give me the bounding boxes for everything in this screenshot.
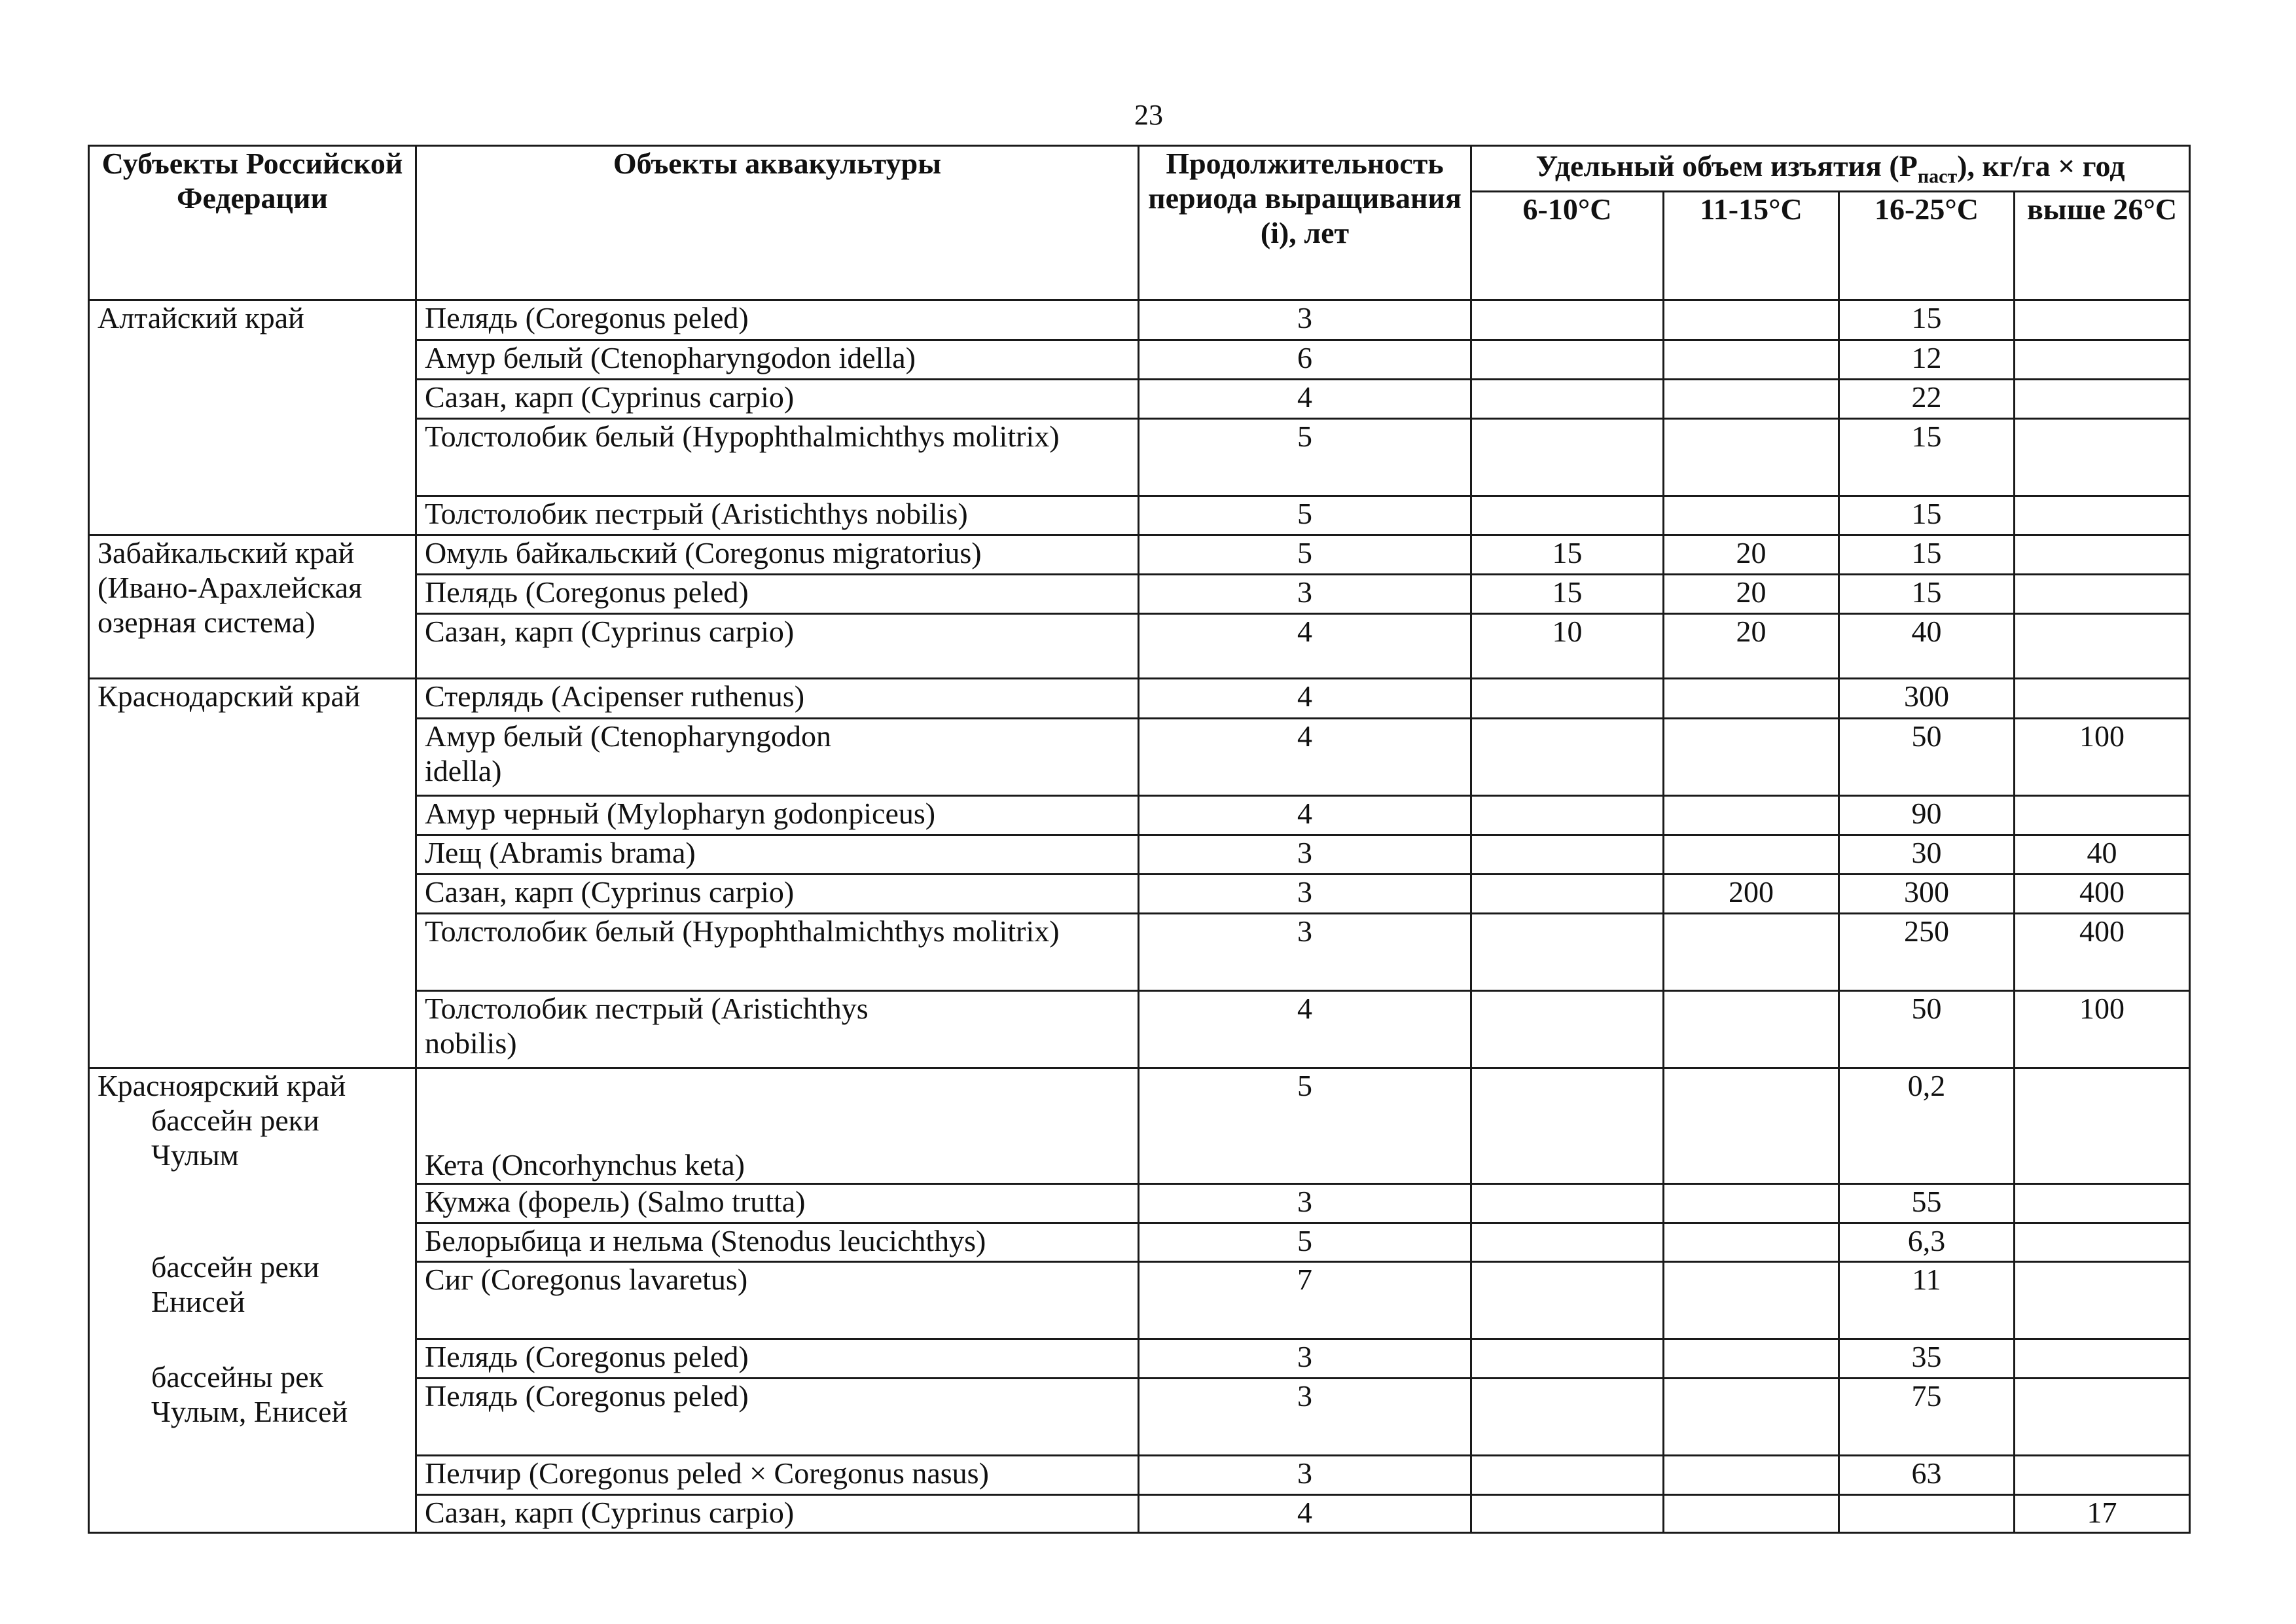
object-cell: Амур белый (Ctenopharyngodon idella): [416, 340, 1139, 380]
t3-cell: 50: [1839, 719, 2015, 796]
t4-cell: 17: [2015, 1495, 2190, 1533]
t4-cell: [2015, 1456, 2190, 1495]
t1-cell: [1471, 1456, 1664, 1495]
t1-cell: [1471, 719, 1664, 796]
basins-label: бассейны рек: [151, 1360, 324, 1394]
t2-cell: [1664, 1339, 1839, 1379]
region-zabaikalsky-line2: (Ивано-Арахлейская: [98, 570, 363, 604]
spacer: [98, 1173, 407, 1250]
object-text: Толстолобик пестрый (Aristichthys nobilis): [425, 992, 869, 1060]
t4-cell: [2015, 1339, 2190, 1379]
t4-cell: 400: [2015, 914, 2190, 991]
years-cell: 3: [1139, 835, 1471, 875]
header-subject: Субъекты Российской Федерации: [89, 146, 416, 300]
t4-cell: [2015, 380, 2190, 419]
object-cell: [416, 719, 1139, 796]
t1-cell: [1471, 380, 1664, 419]
years-cell: 4: [1139, 796, 1471, 835]
t3-cell: 300: [1839, 875, 2015, 914]
t2-cell: [1664, 835, 1839, 875]
t1-cell: [1471, 1495, 1664, 1533]
t1-cell: [1471, 835, 1664, 875]
t2-cell: 20: [1664, 575, 1839, 614]
t2-cell: [1664, 1184, 1839, 1223]
t1-cell: [1471, 340, 1664, 380]
years-cell: 5: [1139, 535, 1471, 575]
object-cell: Пелчир (Coregonus peled × Coregonus nasus): [416, 1456, 1139, 1495]
t3-cell: 35: [1839, 1339, 2015, 1379]
t3-cell: 6,3: [1839, 1223, 2015, 1262]
t1-cell: [1471, 1184, 1664, 1223]
object-cell: Белорыбица и нельма (Stenodus leucichthys): [416, 1223, 1139, 1262]
t2-cell: [1664, 1223, 1839, 1262]
t1-cell: [1471, 875, 1664, 914]
years-cell: 5: [1139, 1223, 1471, 1262]
years-cell: 3: [1139, 300, 1471, 340]
t2-cell: [1664, 991, 1839, 1068]
t4-cell: [2015, 340, 2190, 380]
region-krasnodar-name: Краснодарский край: [98, 679, 361, 713]
t2-cell: [1664, 1495, 1839, 1533]
t4-cell: [2015, 796, 2190, 835]
header-temp-11-15: 11-15°C: [1664, 192, 1839, 300]
t2-cell: [1664, 496, 1839, 535]
t1-cell: [1471, 1262, 1664, 1339]
t1-cell: [1471, 679, 1664, 719]
t2-cell: [1664, 419, 1839, 496]
years-cell: 4: [1139, 614, 1471, 679]
t1-cell: [1471, 991, 1664, 1068]
years-cell: 3: [1139, 1184, 1471, 1223]
object-cell: Амур черный (Mylopharyn godonpiceus): [416, 796, 1139, 835]
object-cell: Пелядь (Coregonus peled): [416, 1339, 1139, 1379]
years-cell: 3: [1139, 875, 1471, 914]
object-cell: Сазан, карп (Cyprinus carpio): [416, 1495, 1139, 1533]
years-cell: 5: [1139, 1068, 1471, 1184]
years-cell: 3: [1139, 1456, 1471, 1495]
page-number: 23: [1134, 99, 1163, 131]
t3-cell: 12: [1839, 340, 2015, 380]
object-cell: Толстолобик белый (Hypophthalmichthys molitrix): [416, 914, 1139, 991]
t1-cell: [1471, 419, 1664, 496]
object-cell: Толстолобик белый (Hypophthalmichthys molitrix): [416, 419, 1139, 496]
t4-cell: [2015, 496, 2190, 535]
t4-cell: 40: [2015, 835, 2190, 875]
t4-cell: 100: [2015, 719, 2190, 796]
header-volume-sub: паст: [1917, 165, 1958, 187]
t4-cell: [2015, 1262, 2190, 1339]
years-cell: 4: [1139, 991, 1471, 1068]
region-zabaikalsky-line1: Забайкальский край: [98, 536, 355, 569]
years-cell: 4: [1139, 1495, 1471, 1533]
object-text: Амур белый (Ctenopharyngodon idella): [425, 719, 831, 787]
object-cell: Омуль байкальский (Coregonus migratorius): [416, 535, 1139, 575]
basin-yenisei-label: бассейн реки: [151, 1250, 319, 1284]
t1-cell: [1471, 914, 1664, 991]
t4-cell: [2015, 614, 2190, 679]
object-cell: Пелядь (Coregonus peled): [416, 1379, 1139, 1456]
object-cell: Стерлядь (Acipenser ruthenus): [416, 679, 1139, 719]
header-temp-6-10: 6-10°C: [1471, 192, 1664, 300]
header-volume-prefix: Удельный объем изъятия (P: [1535, 149, 1918, 183]
t2-cell: [1664, 679, 1839, 719]
t3-cell: 0,2: [1839, 1068, 2015, 1184]
basin-yenisei-river: Енисей: [151, 1284, 245, 1318]
object-cell: Кета (Oncorhynchus keta): [416, 1068, 1139, 1184]
t3-cell: 55: [1839, 1184, 2015, 1223]
region-krasnoyarsk: [89, 1068, 416, 1533]
t3-cell: 15: [1839, 575, 2015, 614]
years-cell: 3: [1139, 1339, 1471, 1379]
t1-cell: [1471, 796, 1664, 835]
t3-cell: 75: [1839, 1379, 2015, 1456]
t2-cell: [1664, 380, 1839, 419]
t3-cell: 50: [1839, 991, 2015, 1068]
region-altai-name: Алтайский край: [98, 301, 304, 334]
t2-cell: [1664, 719, 1839, 796]
basins-rivers: Чулым, Енисей: [151, 1395, 348, 1429]
region-krasnoyarsk-name: Красноярский край: [98, 1069, 346, 1102]
t1-cell: [1471, 1379, 1664, 1456]
object-cell: Сиг (Coregonus lavaretus): [416, 1262, 1139, 1339]
t1-cell: [1471, 300, 1664, 340]
t3-cell: [1839, 1495, 2015, 1533]
header-volume: [1471, 146, 2190, 192]
t1-cell: [1471, 1223, 1664, 1262]
years-cell: 4: [1139, 719, 1471, 796]
header-duration: Продолжительность периода выращивания (i), лет: [1139, 146, 1471, 300]
object-cell: [416, 991, 1139, 1068]
object-cell: Сазан, карп (Cyprinus carpio): [416, 875, 1139, 914]
t4-cell: [2015, 1379, 2190, 1456]
t4-cell: [2015, 1223, 2190, 1262]
header-temp-above-26: выше 26°C: [2015, 192, 2190, 300]
t2-cell: 200: [1664, 875, 1839, 914]
t2-cell: [1664, 1262, 1839, 1339]
t3-cell: 40: [1839, 614, 2015, 679]
t4-cell: [2015, 419, 2190, 496]
aquaculture-table: [88, 145, 2191, 1534]
t2-cell: [1664, 300, 1839, 340]
t4-cell: [2015, 1184, 2190, 1223]
t1-cell: [1471, 496, 1664, 535]
basin-chulym-label: бассейн реки: [151, 1103, 319, 1137]
object-cell: Толстолобик пестрый (Aristichthys nobilis): [416, 496, 1139, 535]
object-cell: Лещ (Abramis brama): [416, 835, 1139, 875]
object-cell: Кумжа (форель) (Salmo trutta): [416, 1184, 1139, 1223]
region-zabaikalsky: [89, 535, 416, 679]
header-volume-suffix: ), кг/га × год: [1957, 149, 2125, 183]
t1-cell: 10: [1471, 614, 1664, 679]
t1-cell: [1471, 1068, 1664, 1184]
t3-cell: 63: [1839, 1456, 2015, 1495]
years-cell: 7: [1139, 1262, 1471, 1339]
t3-cell: 30: [1839, 835, 2015, 875]
t4-cell: 400: [2015, 875, 2190, 914]
spacer: [98, 1319, 407, 1360]
years-cell: 4: [1139, 679, 1471, 719]
t4-cell: [2015, 300, 2190, 340]
t3-cell: 15: [1839, 535, 2015, 575]
t4-cell: [2015, 535, 2190, 575]
years-cell: 4: [1139, 380, 1471, 419]
t3-cell: 15: [1839, 419, 2015, 496]
t4-cell: [2015, 575, 2190, 614]
t2-cell: [1664, 914, 1839, 991]
region-altai: [89, 300, 416, 535]
t2-cell: 20: [1664, 535, 1839, 575]
t2-cell: [1664, 796, 1839, 835]
years-cell: 3: [1139, 1379, 1471, 1456]
header-objects: Объекты аквакультуры: [416, 146, 1139, 300]
t2-cell: [1664, 1456, 1839, 1495]
region-krasnodar: [89, 679, 416, 1068]
t1-cell: 15: [1471, 575, 1664, 614]
t3-cell: 300: [1839, 679, 2015, 719]
object-cell: Сазан, карп (Cyprinus carpio): [416, 380, 1139, 419]
t3-cell: 11: [1839, 1262, 2015, 1339]
t2-cell: [1664, 1379, 1839, 1456]
t2-cell: [1664, 340, 1839, 380]
years-cell: 5: [1139, 496, 1471, 535]
t2-cell: 20: [1664, 614, 1839, 679]
object-cell: Пелядь (Coregonus peled): [416, 575, 1139, 614]
years-cell: 6: [1139, 340, 1471, 380]
t4-cell: [2015, 679, 2190, 719]
years-cell: 3: [1139, 575, 1471, 614]
t3-cell: 15: [1839, 300, 2015, 340]
t3-cell: 22: [1839, 380, 2015, 419]
region-zabaikalsky-line3: озерная система): [98, 605, 315, 639]
t4-cell: 100: [2015, 991, 2190, 1068]
t4-cell: [2015, 1068, 2190, 1184]
object-cell: Пелядь (Coregonus peled): [416, 300, 1139, 340]
t2-cell: [1664, 1068, 1839, 1184]
t1-cell: [1471, 1339, 1664, 1379]
years-cell: 3: [1139, 914, 1471, 991]
basin-chulym-river: Чулым: [151, 1138, 239, 1172]
years-cell: 5: [1139, 419, 1471, 496]
t3-cell: 250: [1839, 914, 2015, 991]
t3-cell: 15: [1839, 496, 2015, 535]
header-temp-16-25: 16-25°C: [1839, 192, 2015, 300]
t1-cell: 15: [1471, 535, 1664, 575]
t3-cell: 90: [1839, 796, 2015, 835]
object-cell: Сазан, карп (Cyprinus carpio): [416, 614, 1139, 679]
